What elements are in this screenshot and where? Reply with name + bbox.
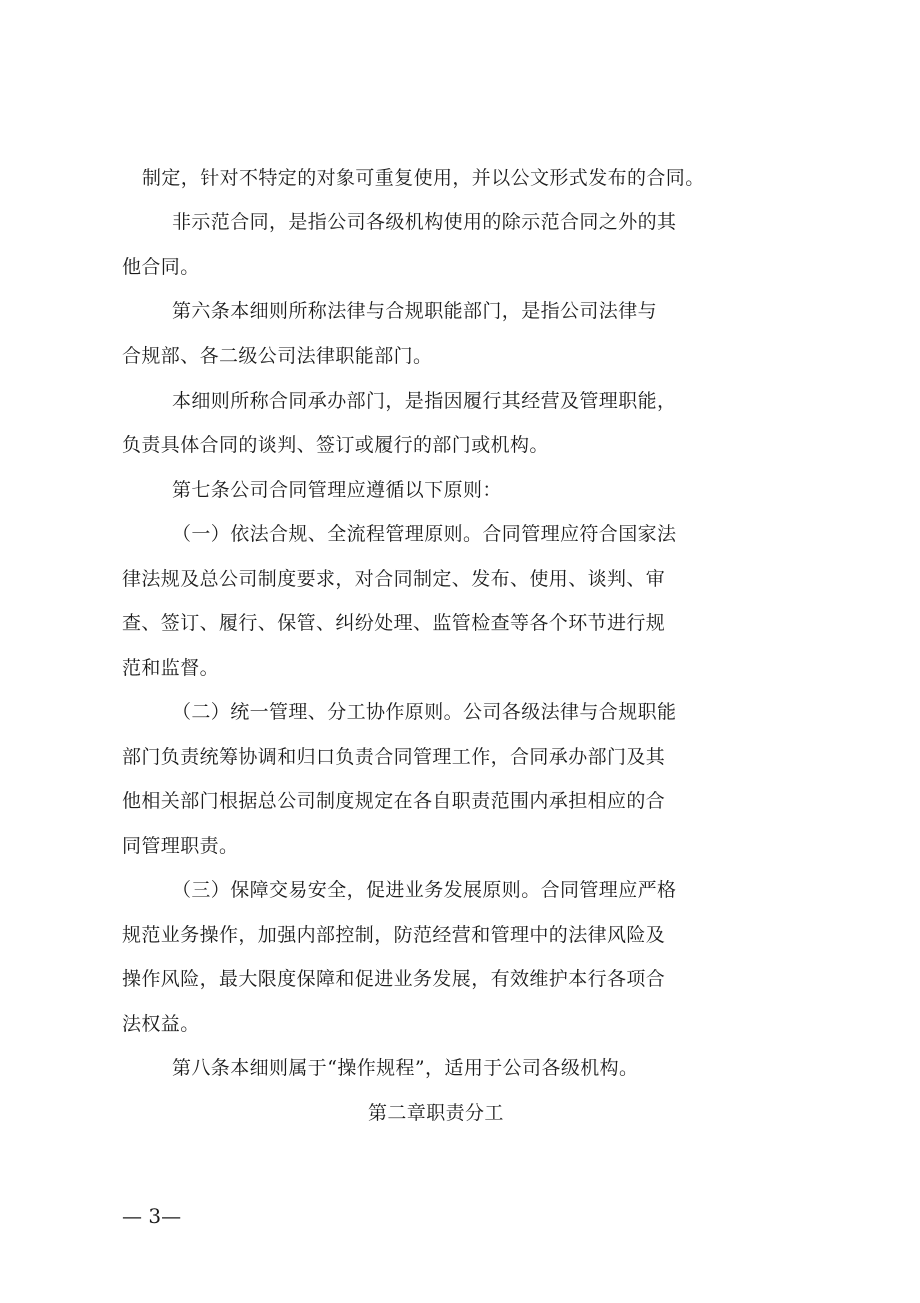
- text-line: 查、签订、履行、保管、纠纷处理、监管检查等各个环节进行规: [122, 612, 666, 634]
- text-line: 本细则所称合同承办部门，是指因履行其经营及管理职能，: [172, 390, 677, 412]
- text-line: 规范业务操作，加强内部控制，防范经营和管理中的法律风险及: [122, 924, 666, 946]
- text-line: 第七条公司合同管理应遵循以下原则：: [172, 479, 502, 501]
- text-line: 法权益。: [122, 1013, 200, 1035]
- text-line: 负责具体合同的谈判、签订或履行的部门或机构。: [122, 434, 549, 456]
- text-line: （三）保障交易安全，促进业务发展原则。合同管理应严格: [172, 879, 677, 901]
- text-line: 部门负责统筹协调和归口负责合同管理工作，合同承办部门及其: [122, 746, 666, 768]
- text-line: 范和监督。: [122, 657, 220, 679]
- page-number: — 3—: [122, 1204, 182, 1228]
- text-line: （一）依法合规、全流程管理原则。合同管理应符合国家法: [172, 523, 677, 545]
- text-line: 他合同。: [122, 256, 200, 278]
- text-line: 他相关部门根据总公司制度规定在各自职责范围内承担相应的合: [122, 790, 666, 812]
- chapter-heading: 第二章职责分工: [368, 1102, 504, 1124]
- text-line: 第八条本细则属于“操作规程”，适用于公司各级机构。: [172, 1057, 639, 1079]
- text-line: 第六条本细则所称法律与合规职能部门，是指公司法律与: [172, 300, 658, 322]
- text-line: 操作风险，最大限度保障和促进业务发展，有效维护本行各项合: [122, 968, 666, 990]
- text-line: 律法规及总公司制度要求，对合同制定、发布、使用、谈判、审: [122, 568, 666, 590]
- text-line: 制定，针对不特定的对象可重复使用，并以公文形式发布的合同。: [142, 167, 705, 189]
- text-line: （二）统一管理、分工协作原则。公司各级法律与合规职能: [172, 701, 677, 723]
- text-line: 合规部、各二级公司法律职能部门。: [122, 345, 433, 367]
- text-line: 同管理职责。: [122, 835, 239, 857]
- text-line: 非示范合同，是指公司各级机构使用的除示范合同之外的其: [172, 211, 677, 233]
